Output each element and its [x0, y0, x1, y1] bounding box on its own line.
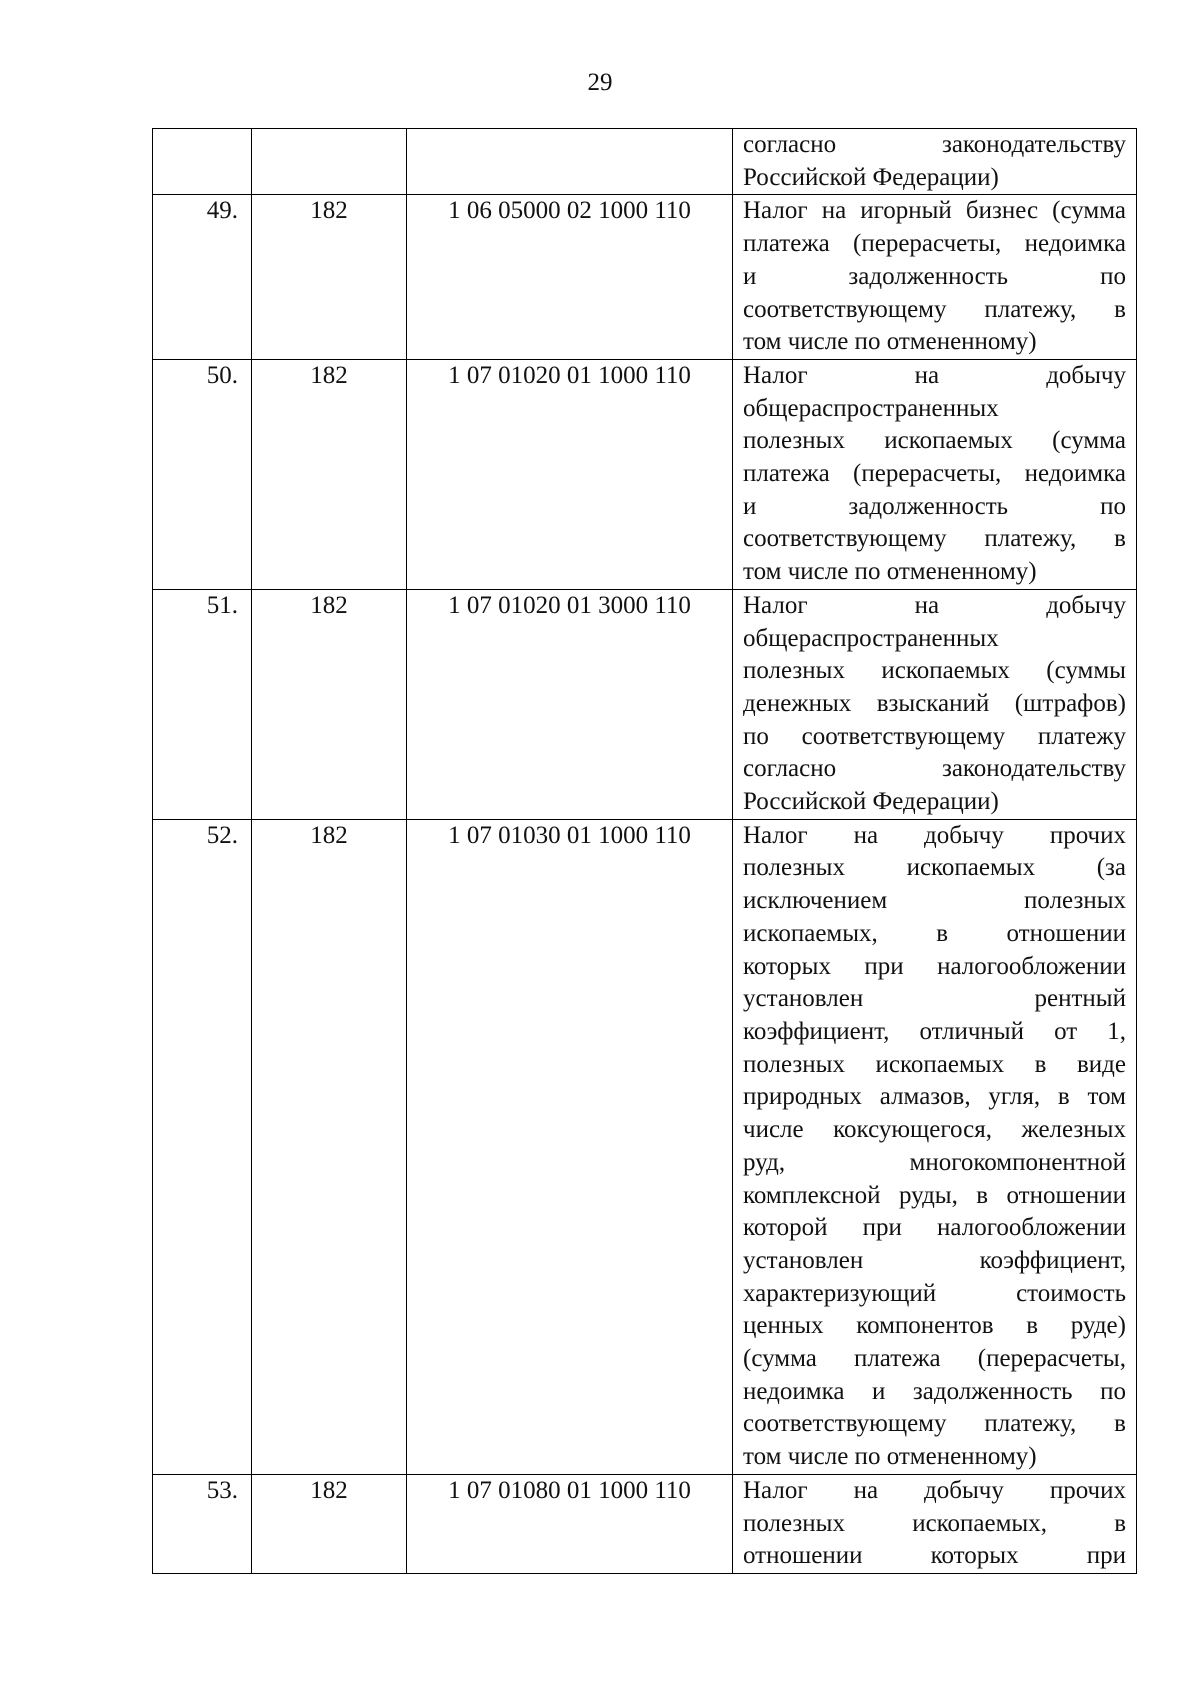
description-line: Налог на добычу [743, 361, 1126, 389]
description-line: (сумма платежа (перерасчеты, [743, 1345, 1126, 1373]
description-line: и задолженность по [743, 492, 1126, 520]
description-line: соответствующему платежу, в [743, 295, 1126, 323]
description-line: общераспространенных [743, 624, 999, 652]
budget-classification-code-cell [407, 129, 733, 195]
description-line: природных алмазов, угля, в том [743, 1083, 1126, 1111]
administrator-code-cell: 182 [252, 195, 407, 360]
administrator-code-cell: 182 [252, 819, 407, 1474]
revenue-description-cell [733, 589, 1137, 819]
revenue-description-cell [733, 1474, 1137, 1573]
description-line: Налог на добычу прочих [743, 821, 1126, 849]
description-line: полезных ископаемых (суммы [743, 657, 1126, 685]
revenue-description-cell [733, 129, 1137, 195]
description-line: общераспространенных [743, 394, 999, 422]
row-number-cell [153, 129, 252, 195]
row-number-cell: 53. [153, 1474, 252, 1573]
row-number-cell: 52. [153, 819, 252, 1474]
description-line: денежных взысканий (штрафов) [743, 689, 1126, 717]
description-line: исключением полезных [743, 887, 1126, 915]
description-line: полезных ископаемых (сумма [743, 427, 1126, 455]
description-line: ископаемых, в отношении [743, 919, 1126, 947]
description-line: ценных компонентов в руде) [743, 1312, 1126, 1340]
description-line: недоимка и задолженность по [743, 1377, 1126, 1405]
description-line: и задолженность по [743, 262, 1126, 290]
table-row [153, 589, 1137, 819]
description-line: которой при налогообложении [743, 1214, 1126, 1242]
description-line: коэффициент, отличный от 1, [743, 1017, 1126, 1045]
description-line: том числе по отмененному) [743, 558, 1037, 586]
row-number-cell: 51. [153, 589, 252, 819]
revenue-description-cell [733, 819, 1137, 1474]
description-line: комплексной руды, в отношении [743, 1181, 1126, 1209]
table-body [153, 129, 1137, 1574]
description-line: Налог на игорный бизнес (сумма [743, 197, 1126, 225]
budget-codes-table [152, 128, 1137, 1574]
description-line: согласно законодательству [743, 131, 1126, 158]
description-line: Российской Федерации) [743, 788, 999, 816]
description-line: полезных ископаемых в виде [743, 1050, 1126, 1078]
budget-classification-code-cell: 1 07 01020 01 3000 110 [407, 589, 733, 819]
description-line: Налог на добычу прочих [743, 1476, 1126, 1504]
description-line: платежа (перерасчеты, недоимка [743, 460, 1126, 488]
description-line: Налог на добычу [743, 591, 1126, 619]
description-line: которых при налогообложении [743, 952, 1126, 980]
revenue-description-cell [733, 359, 1137, 589]
description-line: характеризующий стоимость [743, 1279, 1126, 1307]
administrator-code-cell: 182 [252, 359, 407, 589]
administrator-code-cell: 182 [252, 1474, 407, 1573]
description-line: установлен рентный [743, 985, 1126, 1013]
revenue-description-cell [733, 195, 1137, 360]
description-line: по соответствующему платежу [743, 722, 1126, 750]
description-line: соответствующему платежу, в [743, 1410, 1126, 1438]
budget-classification-code-cell: 1 07 01080 01 1000 110 [407, 1474, 733, 1573]
row-number-cell: 50. [153, 359, 252, 589]
budget-classification-code-cell: 1 07 01030 01 1000 110 [407, 819, 733, 1474]
table-row [153, 359, 1137, 589]
description-line: платежа (перерасчеты, недоимка [743, 230, 1126, 258]
description-line: числе коксующегося, железных [743, 1116, 1126, 1144]
budget-classification-code-cell: 1 06 05000 02 1000 110 [407, 195, 733, 360]
description-line: полезных ископаемых (за [743, 854, 1126, 882]
administrator-code-cell [252, 129, 407, 195]
row-number-cell: 49. [153, 195, 252, 360]
description-line: Российской Федерации) [743, 163, 999, 191]
description-line: соответствующему платежу, в [743, 525, 1126, 553]
page-number: 29 [587, 69, 613, 96]
table-row [153, 195, 1137, 360]
description-line: том числе по отмененному) [743, 1443, 1037, 1471]
table-row [153, 819, 1137, 1474]
administrator-code-cell: 182 [252, 589, 407, 819]
description-line: том числе по отмененному) [743, 328, 1037, 356]
table-row [153, 129, 1137, 195]
description-line: полезных ископаемых, в [743, 1509, 1126, 1537]
description-line: согласно законодательству [743, 755, 1126, 783]
budget-classification-code-cell: 1 07 01020 01 1000 110 [407, 359, 733, 589]
description-line: руд, многокомпонентной [743, 1148, 1126, 1176]
description-line: установлен коэффициент, [743, 1246, 1126, 1274]
description-line: отношении которых при [743, 1542, 1126, 1570]
table-row [153, 1474, 1137, 1573]
